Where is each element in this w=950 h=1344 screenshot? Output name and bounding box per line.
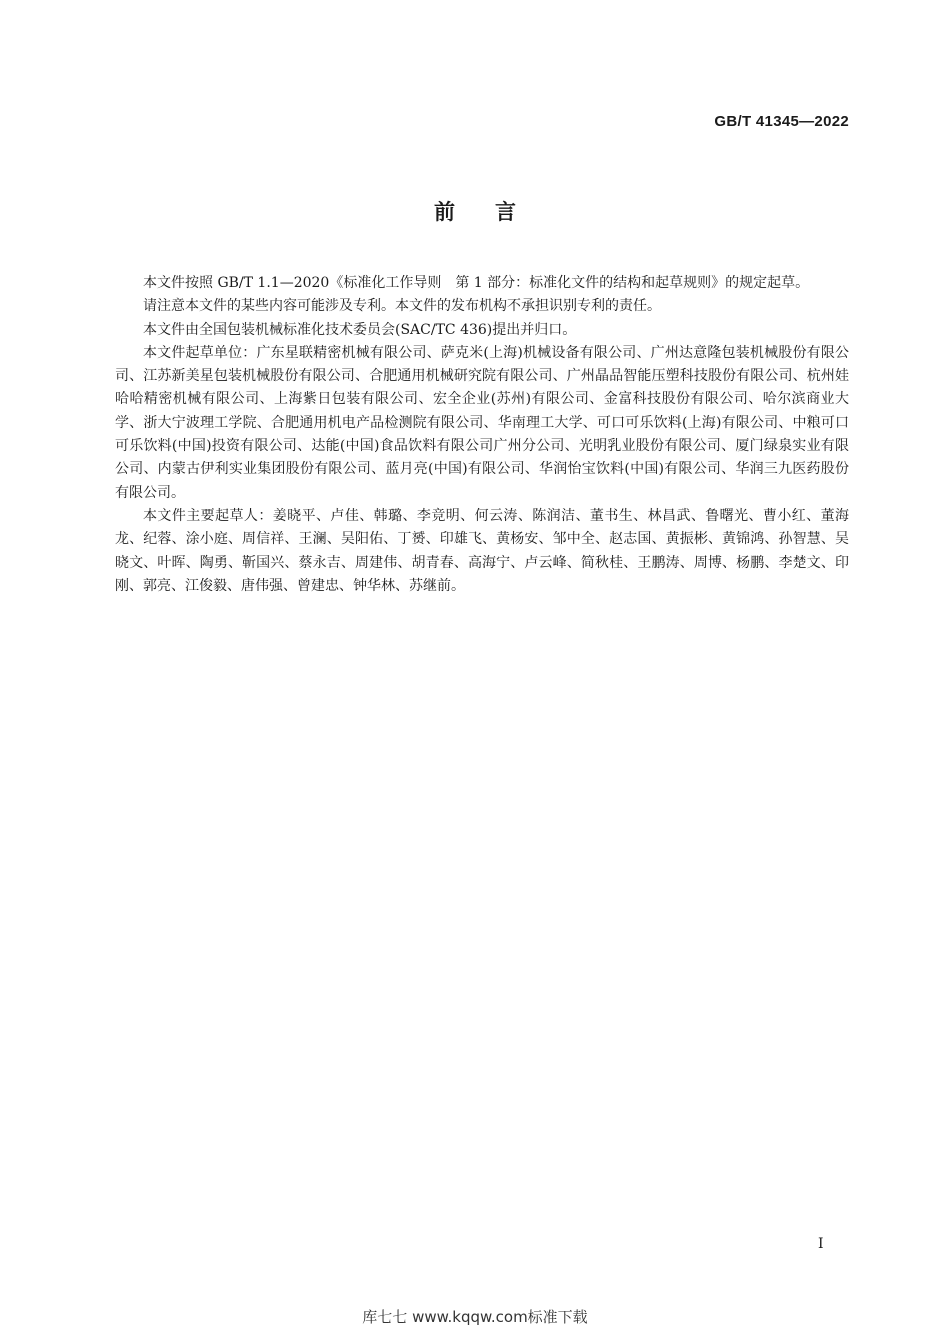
page-number: I [818, 1236, 824, 1252]
document-body [115, 272, 849, 598]
paragraph-drafting-rules: 本文件按照 GB/T 1.1—2020《标准化工作导则 第 1 部分：标准化文件的结构和起草规则》的规定起草。 [143, 275, 810, 291]
watermark-text: 库七七 www.kqqw.com标准下载 [362, 1308, 588, 1326]
paragraph-drafters: 本文件主要起草人：姜晓平、卢佳、韩璐、李竞明、何云涛、陈润洁、董书生、林昌武、鲁曙光、曹小红、董海龙、纪蓉、涂小庭、周信祥、王澜、吴阳佑、丁赟、印雄飞、黄杨安、邹中全、赵志国、黄振彬、黄锦鸿、孙智慧、吴晓文、叶晖、陶勇、靳国兴、蔡永吉、周建伟、胡青春、高海宁、卢云峰、简秋桂、王鹏涛、周博、杨鹏、李楚文、印刚、郭亮、江俊毅、唐伟强、曾建忠、钟华林、苏继前。 [115, 507, 849, 594]
paragraph-proposer: 本文件由全国包装机械标准化技术委员会(SAC/TC 436)提出并归口。 [143, 321, 577, 338]
page-title: 前言 [434, 200, 556, 224]
paragraph-drafting-units: 本文件起草单位：广东星联精密机械有限公司、萨克米(上海)机械设备有限公司、广州达意隆包装机械股份有限公司、江苏新美星包装机械股份有限公司、合肥通用机械研究院有限公司、广州晶品智能压塑科技股份有限公司、杭州娃哈哈精密机械有限公司、上海紫日包装有限公司、宏全企业(苏州)有限公司、金富科技股份有限公司、哈尔滨商业大学、浙大宁波理工学院、合肥通用机电产品检测院有限公司、华南理工大学、可口可乐饮料(上海)有限公司、中粮可口可乐饮料(中国)投资有限公司、达能(中国)食品饮料有限公司广州分公司、光明乳业股份有限公司、厦门绿泉实业有限公司、内蒙古伊利实业集团股份有限公司、蓝月亮(中国)有限公司、华润怡宝饮料(中国)有限公司、华润三九医药股份有限公司。 [115, 344, 849, 501]
paragraph-patent-notice: 请注意本文件的某些内容可能涉及专利。本文件的发布机构不承担识别专利的责任。 [143, 298, 661, 315]
standard-number: GB/T 41345—2022 [714, 113, 849, 130]
